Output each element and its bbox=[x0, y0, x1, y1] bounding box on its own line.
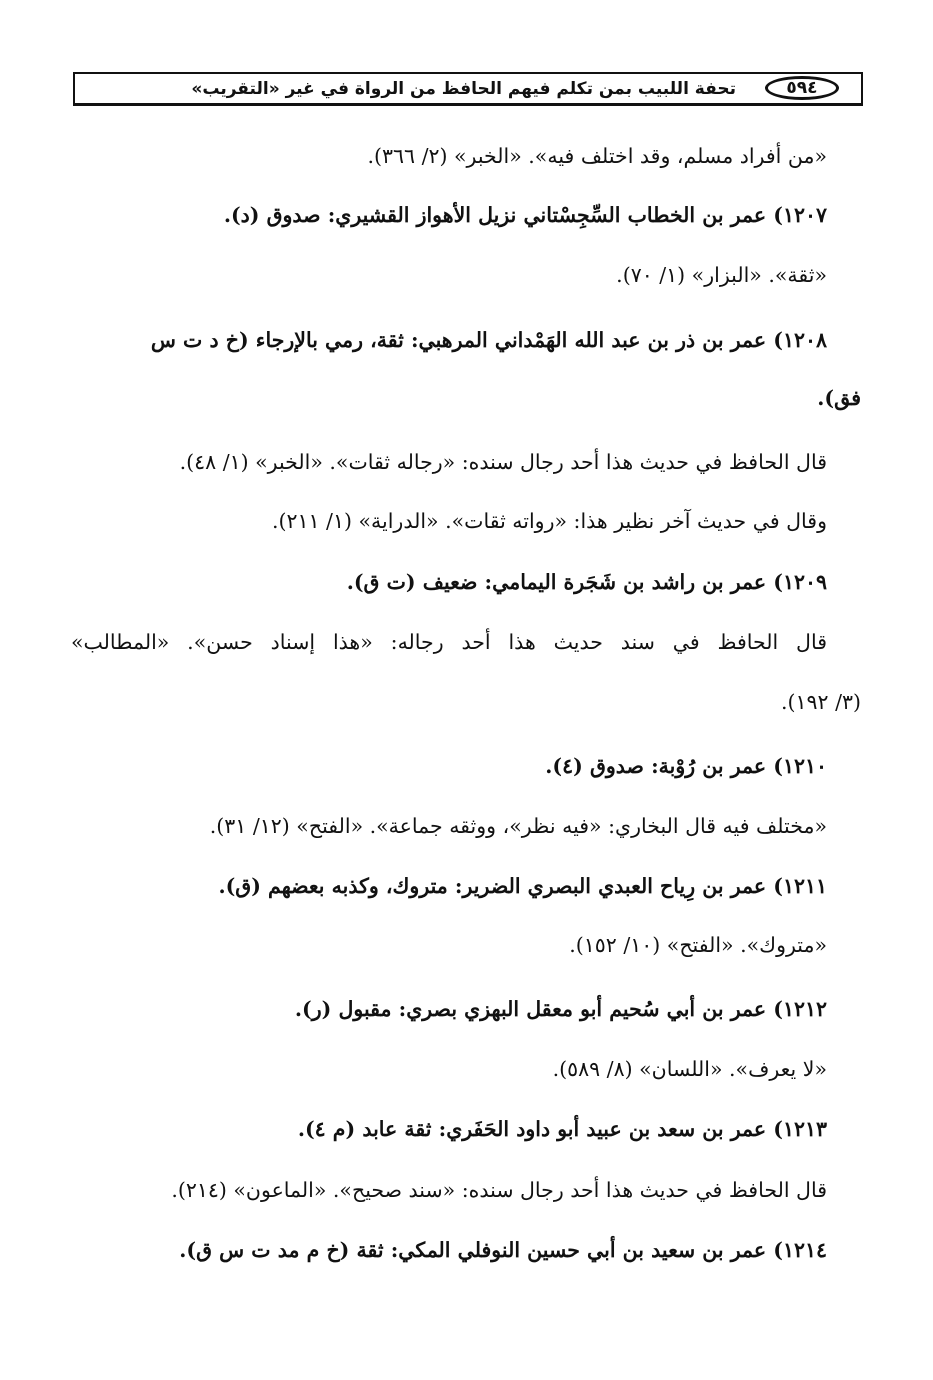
entry-1209: ١٢٠٩) عمر بن راشد بن شَجَرة اليمامي: ضعيف (ت ق). bbox=[346, 570, 827, 594]
text-line-14: «متروك». «الفتح» (١٠/ ١٥٢). bbox=[569, 933, 827, 957]
running-header bbox=[73, 72, 863, 106]
text-line-3: «ثقة». «البزار» (١/ ٧٠). bbox=[616, 263, 827, 287]
text-line-6: قال الحافظ في حديث هذا أحد رجال سنده: «رجاله ثقات». «الخبر» (١/ ٤٨). bbox=[179, 450, 827, 474]
text-line-9: قال الحافظ في سند حديث هذا أحد رجاله: «هذا إسناد حسن». «المطالب» bbox=[71, 630, 827, 654]
page-number: ٥٩٤ bbox=[765, 76, 839, 100]
entry-1211: ١٢١١) عمر بن رِياح العبدي البصري الضرير: متروك، وكذبه بعضهم (ق). bbox=[218, 874, 827, 898]
text-line-1: «من أفراد مسلم، وقد اختلف فيه». «الخبر» (٢/ ٣٦٦). bbox=[367, 144, 827, 168]
text-line-18: قال الحافظ في حديث هذا أحد رجال سنده: «سند صحيح». «الماعون» (٢١٤). bbox=[171, 1178, 827, 1202]
text-line-16: «لا يعرف». «اللسان» (٨/ ٥٨٩). bbox=[552, 1057, 827, 1081]
running-title: تحفة اللبيب بمن تكلم فيهم الحافظ من الرواة في غير «التقريب» bbox=[191, 79, 736, 99]
entry-1213: ١٢١٣) عمر بن سعد بن عبيد أبو داود الحَفَري: ثقة عابد (م ٤). bbox=[297, 1117, 827, 1141]
text-line-10: (٣/ ١٩٢). bbox=[780, 690, 861, 714]
entry-1208: ١٢٠٨) عمر بن ذر بن عبد الله الهَمْداني المرهبي: ثقة، رمي بالإرجاء (خ د ت س bbox=[150, 328, 827, 352]
text-line-12: «مختلف فيه قال البخاري: «فيه نظر»، ووثقه جماعة». «الفتح» (١٢/ ٣١). bbox=[209, 814, 827, 838]
text-line-7: وقال في حديث آخر نظير هذا: «رواته ثقات». «الدراية» (١/ ٢١١). bbox=[271, 509, 827, 533]
entry-1210: ١٢١٠) عمر بن رُوْبة: صدوق (٤). bbox=[545, 754, 827, 778]
entry-1214: ١٢١٤) عمر بن سعيد بن أبي حسين النوفلي المكي: ثقة (خ م مد ت س ق). bbox=[179, 1238, 827, 1262]
entry-1212: ١٢١٢) عمر بن أبي سُحيم أبو معقل البهزي بصري: مقبول (ر). bbox=[294, 997, 827, 1021]
entry-1207: ١٢٠٧) عمر بن الخطاب السِّجِسْتاني نزيل الأهواز القشيري: صدوق (د). bbox=[223, 203, 827, 227]
entry-1208-continuation: فق). bbox=[817, 386, 861, 410]
